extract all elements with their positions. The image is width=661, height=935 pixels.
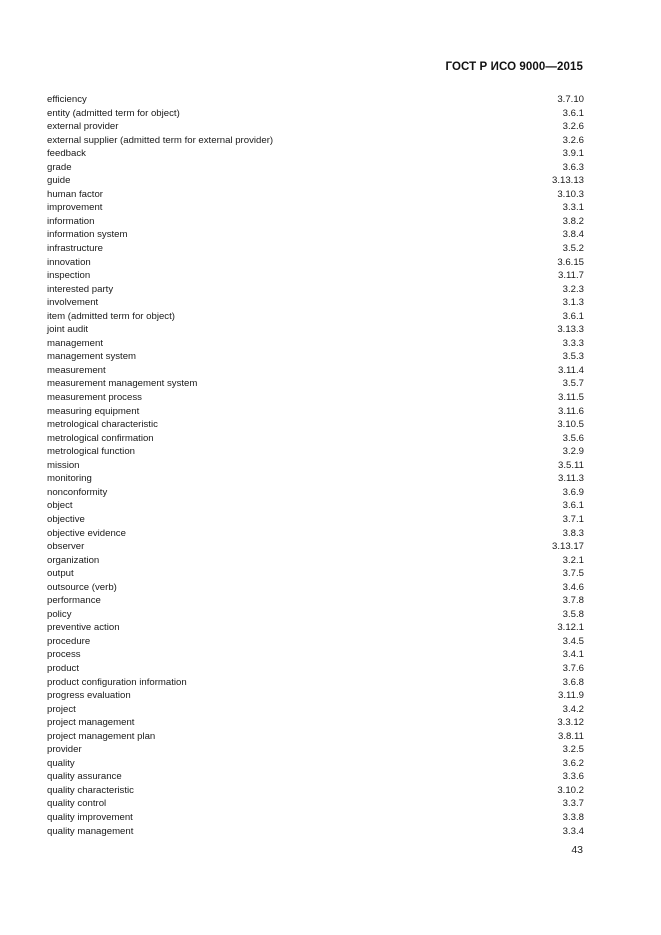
index-reference-number: 3.11.5 [558,392,584,404]
index-reference-number: 3.3.1 [562,202,584,214]
index-entry [47,432,584,446]
index-entry [47,743,584,757]
index-reference-number: 3.4.6 [562,581,584,593]
index-reference-number: 3.11.3 [558,473,584,485]
index-reference-number: 3.3.4 [562,825,584,837]
index-reference-number: 3.6.1 [562,310,584,322]
index-reference-number: 3.3.8 [562,811,584,823]
index-term: quality characteristic [47,784,134,796]
index-reference-number: 3.6.1 [562,500,584,512]
index-entry [47,472,584,486]
index-term: management system [47,351,137,363]
index-entry [47,499,584,513]
index-term: performance [47,595,101,607]
index-reference-number: 3.6.1 [562,107,584,119]
index-reference-number: 3.2.5 [562,744,584,756]
index-term: involvement [47,297,99,309]
index-reference-number: 3.11.4 [558,364,584,376]
index-reference-number: 3.9.1 [562,148,584,160]
index-reference-number: 3.5.2 [562,243,584,255]
index-reference-number: 3.4.1 [562,649,584,661]
index-reference-number: 3.11.9 [558,690,584,702]
index-term: human factor [47,188,103,200]
index-entry [47,93,584,107]
index-entry [47,296,584,310]
index-reference-number: 3.10.3 [557,188,584,200]
index-entry [47,242,584,256]
index-entry [47,540,584,554]
index-term: project [47,703,76,715]
index-entry [47,662,584,676]
index-entry [47,269,584,283]
index-entry [47,337,584,351]
index-term: project management [47,717,135,729]
index-term: organization [47,554,100,566]
index-entry [47,391,584,405]
index-term: metrological function [47,446,135,458]
index-term: mission [47,459,80,471]
index-reference-number: 3.11.7 [558,270,584,282]
document-header: ГОСТ Р ИСО 9000—2015 [445,61,583,73]
index-term: quality improvement [47,811,133,823]
index-entry [47,784,584,798]
index-term: measurement management system [47,378,198,390]
index-entry [47,757,584,771]
index-entry [47,147,584,161]
index-term: external supplier (admitted term for external provider) [47,134,274,146]
index-entry [47,174,584,188]
index-reference-number: 3.8.4 [562,229,584,241]
index-entry [47,730,584,744]
index-reference-number: 3.5.3 [562,351,584,363]
index-entry [47,445,584,459]
index-reference-number: 3.7.8 [562,595,584,607]
index-entry [47,716,584,730]
index-term: product configuration information [47,676,187,688]
index-reference-number: 3.5.8 [562,608,584,620]
index-entry [47,283,584,297]
index-reference-number: 3.13.17 [551,541,584,553]
index-entry [47,310,584,324]
index-term: information system [47,229,128,241]
index-entry [47,648,584,662]
index-reference-number: 3.1.3 [562,297,584,309]
index-entry [47,594,584,608]
index-term: joint audit [47,324,89,336]
index-term: item (admitted term for object) [47,310,175,322]
index-reference-number: 3.2.9 [562,446,584,458]
index-term: quality control [47,798,107,810]
index-reference-number: 3.8.2 [562,215,584,227]
index-reference-number: 3.2.1 [562,554,584,566]
index-reference-number: 3.12.1 [557,622,584,634]
index-term: project management plan [47,730,156,742]
index-term: product [47,662,79,674]
index-entry [47,201,584,215]
index-term: inspection [47,270,91,282]
index-entry [47,797,584,811]
index-reference-number: 3.4.2 [562,703,584,715]
index-reference-number: 3.2.3 [562,283,584,295]
index-reference-number: 3.6.2 [562,757,584,769]
index-reference-number: 3.6.3 [562,161,584,173]
index-term: infrastructure [47,243,103,255]
index-reference-number: 3.7.5 [562,568,584,580]
index-reference-number: 3.13.13 [551,175,584,187]
index-term: information [47,215,95,227]
index-term: preventive action [47,622,120,634]
index-entry [47,459,584,473]
index-entry [47,635,584,649]
index-reference-number: 3.8.11 [558,730,584,742]
index-entry [47,486,584,500]
index-entry [47,215,584,229]
index-term: metrological confirmation [47,432,154,444]
index-reference-number: 3.7.6 [562,662,584,674]
index-term: progress evaluation [47,690,131,702]
index-entry [47,134,584,148]
index-entry [47,256,584,270]
index-reference-number: 3.2.6 [562,121,584,133]
index-entry [47,608,584,622]
index-entry [47,107,584,121]
index-reference-number: 3.4.5 [562,635,584,647]
index-entry [47,811,584,825]
index-term: metrological characteristic [47,419,158,431]
index-entry [47,405,584,419]
index-entry [47,377,584,391]
index-term: observer [47,541,85,553]
index-reference-number: 3.3.12 [557,717,584,729]
index-entry [47,161,584,175]
index-term: measurement [47,364,106,376]
index-reference-number: 3.8.3 [562,527,584,539]
index-term: grade [47,161,72,173]
index-term: nonconformity [47,486,108,498]
index-entry [47,567,584,581]
index-term: management [47,337,103,349]
index-reference-number: 3.13.3 [557,324,584,336]
index-entry [47,581,584,595]
index-entry [47,554,584,568]
index-term: guide [47,175,71,187]
index-reference-number: 3.5.6 [562,432,584,444]
index-entry [47,350,584,364]
index-term: innovation [47,256,91,268]
index-reference-number: 3.6.8 [562,676,584,688]
index-reference-number: 3.10.5 [557,419,584,431]
page-number: 43 [571,844,583,856]
index-entry [47,364,584,378]
index-reference-number: 3.3.3 [562,337,584,349]
index-entry [47,621,584,635]
index-term: provider [47,744,82,756]
index-term: interested party [47,283,114,295]
index-reference-number: 3.7.10 [557,94,584,105]
index-reference-number: 3.10.2 [557,784,584,796]
index-term: feedback [47,148,86,160]
index-reference-number: 3.6.15 [557,256,584,268]
index-reference-number: 3.7.1 [562,513,584,525]
index-term: measuring equipment [47,405,140,417]
index-term: improvement [47,202,103,214]
index-term: process [47,649,81,661]
index-entry [47,228,584,242]
index-entry [47,527,584,541]
index-term: quality [47,757,75,769]
index-term: quality assurance [47,771,122,783]
index-entry [47,770,584,784]
index-reference-number: 3.2.6 [562,134,584,146]
index-term: policy [47,608,72,620]
index-term: objective [47,513,85,525]
index-term: outsource (verb) [47,581,117,593]
index-entry [47,825,584,839]
index-entry [47,703,584,717]
index-entry [47,120,584,134]
index-reference-number: 3.6.9 [562,486,584,498]
index-reference-number: 3.11.6 [558,405,584,417]
index-entry [47,418,584,432]
index-entry [47,323,584,337]
index-reference-number: 3.5.11 [558,459,584,471]
index-reference-number: 3.5.7 [562,378,584,390]
index-reference-number: 3.3.6 [562,771,584,783]
index-reference-number: 3.3.7 [562,798,584,810]
index-term: monitoring [47,473,92,485]
index-term: procedure [47,635,91,647]
index-entry [47,188,584,202]
index-term: measurement process [47,392,142,404]
index-term: quality management [47,825,134,837]
term-index-list [47,93,584,838]
index-term: entity (admitted term for object) [47,107,180,119]
index-term: external provider [47,121,119,133]
index-entry [47,689,584,703]
index-term: object [47,500,73,512]
index-term: objective evidence [47,527,126,539]
index-term: output [47,568,74,580]
index-term: efficiency [47,94,87,105]
index-entry [47,676,584,690]
index-entry [47,513,584,527]
